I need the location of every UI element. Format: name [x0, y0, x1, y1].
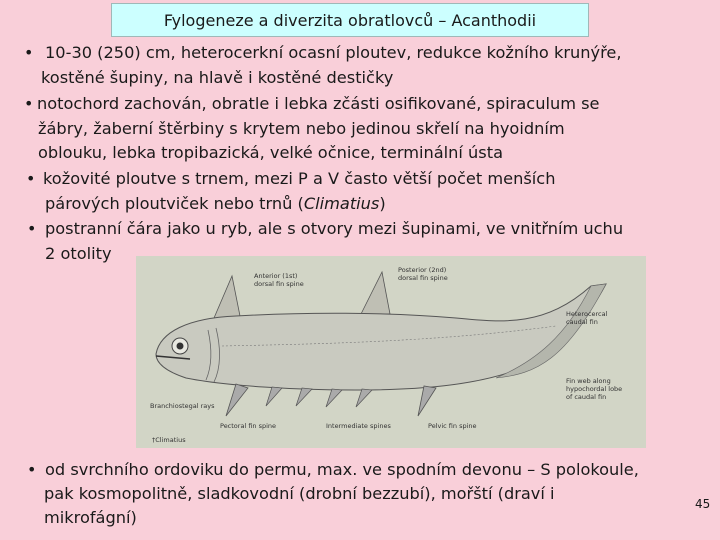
bullet-marker: •	[27, 460, 37, 479]
bullet-line: kostěné šupiny, na hlavě i kostěné destičky	[41, 68, 394, 87]
bullet-line: žábry, žaberní štěrbiny s krytem nebo jedinou skřelí na hyoidním	[38, 119, 565, 138]
bullet-marker: •	[26, 169, 36, 188]
bullet-line: oblouku, lebka tropibazická, velké očnice, terminální ústa	[38, 143, 503, 162]
slide-title-text: Fylogeneze a diverzita obratlovců – Acanthodii	[163, 10, 537, 30]
label-finweb: Fin web along	[566, 377, 611, 385]
climatius-illustration	[136, 256, 646, 448]
bullet-line: postranní čára jako u ryb, ale s otvory mezi šupinami, ve vnitřním uchu	[45, 219, 624, 238]
label-posterior-2: dorsal fin spine	[398, 274, 448, 282]
page-number: 45	[695, 497, 711, 511]
label-intermediate: Intermediate spines	[326, 422, 391, 430]
bullet-marker: •	[24, 94, 34, 113]
bullet-line	[45, 192, 386, 217]
label-anterior-2: dorsal fin spine	[254, 280, 304, 288]
bullet-line: 10-30 (250) cm, heterocerkní ocasní ploutev, redukce kožního krunýře,	[45, 43, 622, 62]
bullet-line: kožovité ploutve s trnem, mezi P a V často větší počet menších	[43, 169, 556, 188]
bullet-text: párových ploutviček nebo trnů (	[45, 194, 304, 213]
slide-title	[111, 3, 589, 37]
label-finweb-2: hypochordal lobe	[566, 385, 623, 393]
label-anterior: Anterior (1st)	[254, 272, 298, 280]
bullet-line: 2 otolity	[45, 244, 112, 263]
fish-drawing	[136, 256, 646, 448]
label-finweb-3: of caudal fin	[566, 393, 607, 401]
label-climatius: †Climatius	[152, 436, 186, 444]
label-heterocercal-2: caudal fin	[566, 318, 598, 326]
label-branchiostegal: Branchiostegal rays	[150, 402, 215, 410]
label-posterior: Posterior (2nd)	[398, 266, 447, 274]
bullet-line: mikrofágní)	[44, 508, 137, 527]
label-pelvic: Pelvic fin spine	[428, 422, 477, 430]
bullet-line: notochord zachován, obratle i lebka zčásti osifikované, spiraculum se	[37, 94, 600, 113]
bullet-text: )	[379, 194, 386, 213]
label-pectoral: Pectoral fin spine	[220, 422, 277, 430]
label-heterocercal: Heterocercal	[566, 310, 608, 318]
bullet-marker: •	[27, 219, 37, 238]
bullet-line: od svrchního ordoviku do permu, max. ve spodním devonu – S polokoule,	[45, 460, 639, 479]
genus-name: Climatius	[303, 194, 380, 213]
bullet-marker: •	[24, 43, 34, 62]
bullet-line: pak kosmopolitně, sladkovodní (drobní bezzubí), mořští (draví i	[44, 484, 555, 503]
